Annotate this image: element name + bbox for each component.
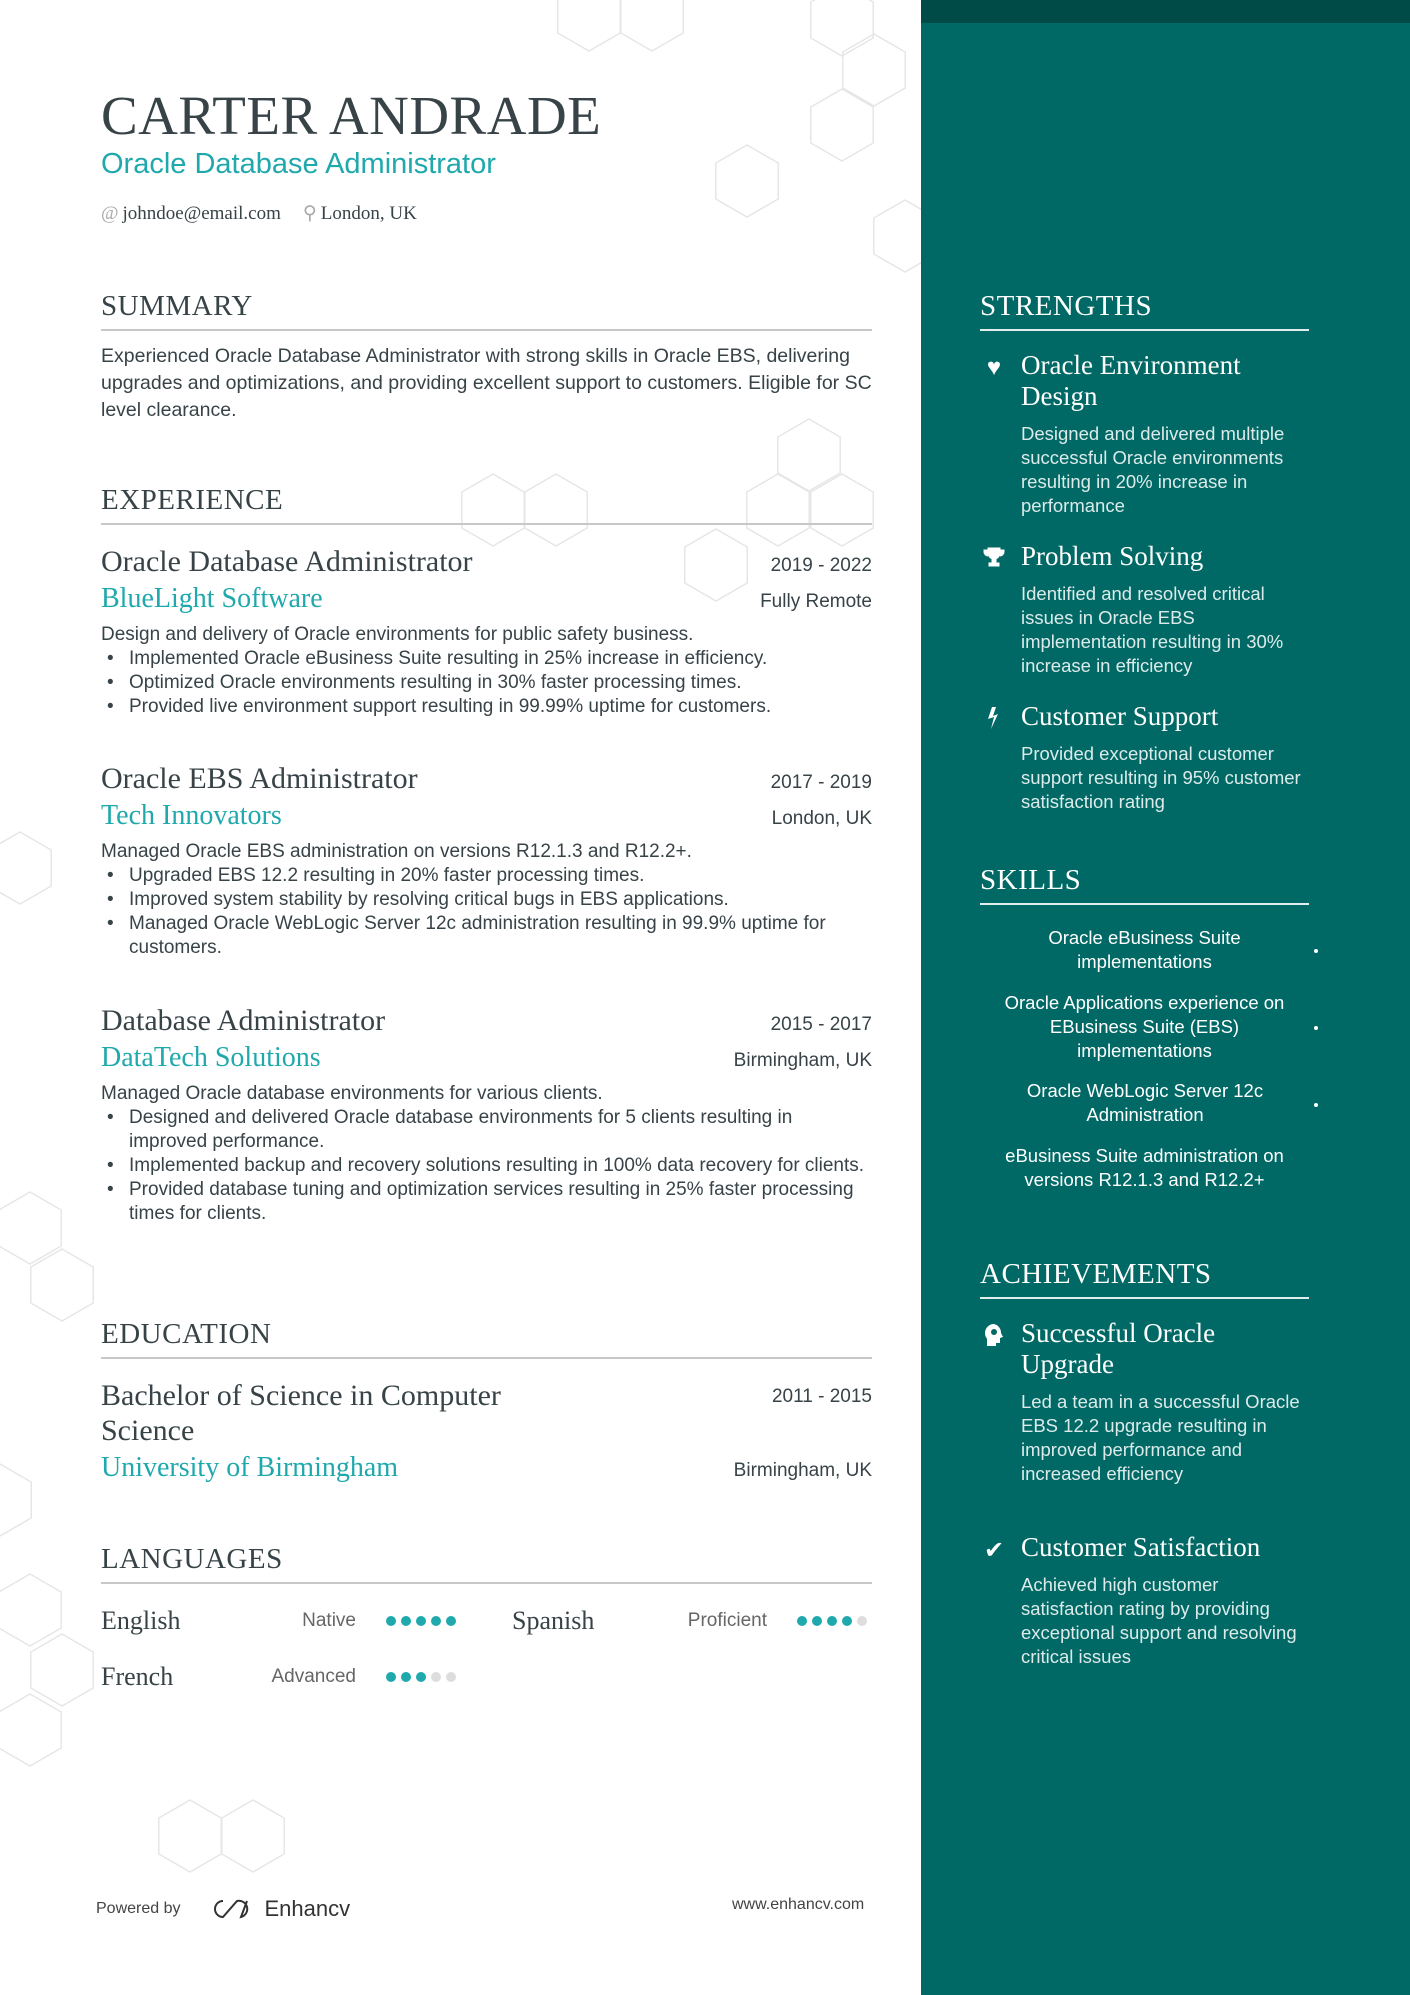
skill-bullet — [1314, 1026, 1318, 1030]
section-heading: ACHIEVEMENTS — [980, 1258, 1309, 1299]
language-level: Proficient — [687, 1610, 767, 1631]
hexagon-shape — [558, 0, 620, 51]
achievement-title: Customer Satisfaction — [1021, 1532, 1261, 1562]
location-pin-icon: ⚲ — [302, 203, 317, 224]
achievement-item — [980, 1318, 1310, 1486]
hexagon-shape — [716, 145, 778, 217]
hexagon-shape — [31, 1249, 93, 1321]
email-text: johndoe@email.com — [122, 202, 281, 224]
strength-item — [980, 541, 1310, 678]
language-item — [512, 1606, 867, 1636]
rating-dot-filled — [446, 1616, 456, 1626]
hexagon-shape — [31, 1634, 93, 1706]
company-name: DataTech Solutions — [101, 1042, 321, 1073]
section-heading: EXPERIENCE — [101, 484, 872, 525]
section-heading: SKILLS — [980, 864, 1309, 905]
job-title: Database Administrator — [101, 1004, 386, 1037]
job-location: London, UK — [771, 808, 872, 829]
job-dates: 2019 - 2022 — [770, 555, 872, 576]
rating-dot-filled — [401, 1672, 411, 1682]
bolt-icon — [980, 705, 1008, 738]
strength-title: Oracle Environment Design — [1021, 350, 1241, 411]
job-bullet: • Upgraded EBS 12.2 resulting in 20% faster processing times. — [101, 864, 872, 888]
skill-bullet — [1314, 949, 1318, 953]
language-level: Native — [302, 1610, 356, 1631]
skill-item: Oracle Applications experience on EBusiness Suite (EBS) implementations — [1004, 992, 1285, 1061]
job-bullet: • Provided database tuning and optimization services resulting in 25% faster processing times for clients. — [101, 1178, 872, 1226]
achievement-text: Achieved high customer satisfaction rating by providing exceptional support and resolving critical issues — [1021, 1574, 1297, 1667]
rating-dot-filled — [416, 1616, 426, 1626]
hexagon-shape — [811, 0, 873, 56]
hexagon-shape — [621, 0, 683, 51]
hexagon-shape — [159, 1800, 221, 1872]
location — [303, 202, 417, 225]
skill-bullet — [1314, 1103, 1318, 1107]
job-bullet: • Improved system stability by resolving critical bugs in EBS applications. — [101, 888, 872, 912]
rating-dot-filled — [431, 1616, 441, 1626]
language-rating — [386, 1672, 456, 1682]
rating-dot-empty — [857, 1616, 867, 1626]
language-item — [101, 1606, 456, 1636]
contact-info — [101, 202, 417, 225]
rating-dot-filled — [842, 1616, 852, 1626]
degree: Bachelor of Science in Computer Science — [101, 1379, 501, 1447]
skill-item: eBusiness Suite administration on versions R12.1.3 and R12.2+ — [1005, 1145, 1284, 1190]
summary-section — [101, 290, 872, 424]
achievement-text: Led a team in a successful Oracle EBS 12.2 upgrade resulting in improved performance and increased efficiency — [1021, 1391, 1300, 1484]
achievement-title: Successful Oracle Upgrade — [1021, 1318, 1216, 1379]
rating-dot-filled — [386, 1616, 396, 1626]
job-entry — [101, 762, 872, 960]
brand-name: Enhancv — [264, 1896, 351, 1921]
language-level: Advanced — [271, 1666, 356, 1687]
job-dates: 2015 - 2017 — [770, 1014, 872, 1035]
job-location: Fully Remote — [760, 591, 872, 612]
head-icon — [980, 1322, 1008, 1355]
job-location: Birmingham, UK — [733, 1050, 872, 1071]
hexagon-shape — [0, 1574, 61, 1646]
enhancv-logo-icon — [207, 1897, 255, 1921]
footer-url[interactable]: www.enhancv.com — [732, 1896, 865, 1913]
heart-icon: ♥ — [986, 354, 1002, 381]
job-entry — [101, 545, 872, 719]
job-title: Oracle Database Administrator — [101, 148, 496, 180]
job-bullet: • Implemented Oracle eBusiness Suite resulting in 25% increase in efficiency. — [101, 647, 872, 671]
rating-dot-empty — [431, 1672, 441, 1682]
hexagon-shape — [0, 1694, 61, 1766]
company-name: BlueLight Software — [101, 583, 323, 614]
rating-dot-filled — [401, 1616, 411, 1626]
rating-dot-filled — [386, 1672, 396, 1682]
strength-item — [980, 350, 1310, 518]
job-bullet: • Designed and delivered Oracle database environments for 5 clients resulting in improved performance. — [101, 1106, 872, 1154]
strength-title: Customer Support — [1021, 701, 1219, 731]
hexagon-shape — [0, 832, 51, 904]
strength-title: Problem Solving — [1021, 541, 1204, 571]
job-dates: 2017 - 2019 — [770, 772, 872, 793]
job-bullet: • Implemented backup and recovery solutions resulting in 100% data recovery for clients. — [101, 1154, 872, 1178]
rating-dot-empty — [446, 1672, 456, 1682]
location-text: London, UK — [320, 203, 417, 224]
language-name: French — [101, 1662, 174, 1691]
job-bullet: • Managed Oracle WebLogic Server 12c administration resulting in 99.9% uptime for customers. — [101, 912, 872, 960]
experience-section — [101, 484, 872, 525]
section-heading: STRENGTHS — [980, 290, 1309, 331]
powered-by-label: Powered by — [96, 1900, 181, 1917]
summary-text: Experienced Oracle Database Administrator with strong skills in Oracle EBS, delivering upgrades and optimizations, and providing excellent support to customers. Eligible for SC level clearance. — [101, 345, 872, 421]
section-heading: LANGUAGES — [101, 1543, 872, 1584]
candidate-name: CARTER ANDRADE — [101, 85, 602, 146]
job-description: Managed Oracle EBS administration on versions R12.1.3 and R12.2+. — [101, 841, 692, 862]
skill-item: Oracle eBusiness Suite implementations — [1048, 927, 1241, 972]
language-name: English — [101, 1606, 181, 1635]
email[interactable] — [101, 203, 281, 225]
education-dates: 2011 - 2015 — [771, 1386, 872, 1407]
company-name: Tech Innovators — [101, 800, 282, 831]
job-title: Oracle EBS Administrator — [101, 762, 418, 795]
sidebar-top-strip — [921, 0, 1410, 23]
section-heading: EDUCATION — [101, 1318, 872, 1359]
hexagon-shape — [0, 1464, 31, 1536]
job-bullet: • Optimized Oracle environments resulting in 30% faster processing times. — [101, 671, 872, 695]
job-entry — [101, 1004, 872, 1226]
language-rating — [797, 1616, 867, 1626]
trophy-icon — [980, 545, 1008, 576]
rating-dot-filled — [797, 1616, 807, 1626]
languages-section — [101, 1543, 872, 1584]
hexagon-shape — [0, 1192, 61, 1264]
language-item — [101, 1662, 456, 1692]
language-name: Spanish — [512, 1606, 595, 1635]
education-section — [101, 1318, 872, 1359]
check-icon: ✔ — [983, 1537, 1005, 1564]
strength-text: Provided exceptional customer support resulting in 95% customer satisfaction rating — [1021, 743, 1301, 812]
education-location: Birmingham, UK — [733, 1460, 872, 1481]
footer-branding — [96, 1896, 350, 1922]
strength-text: Designed and delivered multiple successful Oracle environments resulting in 20% increase in performance — [1021, 423, 1285, 516]
hexagon-shape — [222, 1800, 284, 1872]
strength-item — [980, 701, 1310, 814]
job-title: Oracle Database Administrator — [101, 545, 473, 578]
education-entry — [101, 1378, 872, 1484]
achievement-item — [980, 1532, 1310, 1669]
school-name: University of Birmingham — [101, 1452, 399, 1483]
hexagon-shape — [874, 200, 921, 272]
section-heading: SUMMARY — [101, 290, 872, 331]
rating-dot-filled — [416, 1672, 426, 1682]
enhancv-logo[interactable] — [207, 1896, 351, 1922]
language-rating — [386, 1616, 456, 1626]
job-description: Managed Oracle database environments for various clients. — [101, 1083, 603, 1104]
strength-text: Identified and resolved critical issues in Oracle EBS implementation resulting in 30% increase in efficiency — [1021, 583, 1284, 676]
job-bullet: • Provided live environment support resulting in 99.99% uptime for customers. — [101, 695, 872, 719]
rating-dot-filled — [812, 1616, 822, 1626]
skill-item: Oracle WebLogic Server 12c Administration — [1026, 1080, 1264, 1125]
at-icon: @ — [101, 202, 119, 224]
rating-dot-filled — [827, 1616, 837, 1626]
job-description: Design and delivery of Oracle environments for public safety business. — [101, 624, 694, 645]
